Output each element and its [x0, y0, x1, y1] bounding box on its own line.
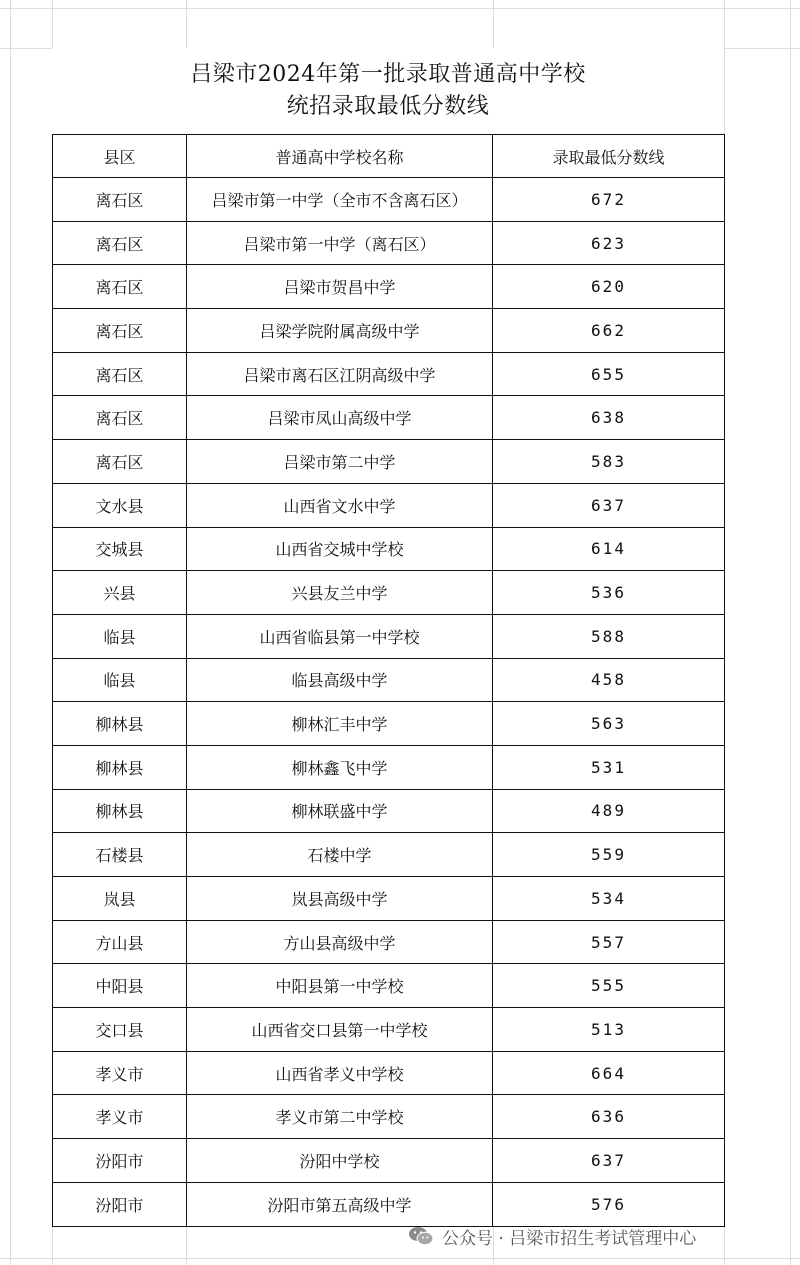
- cell-school-name: 吕梁市贺昌中学: [187, 265, 493, 309]
- cell-county: 离石区: [53, 352, 187, 396]
- table-row: [53, 221, 725, 265]
- cell-min-score: 637: [493, 1139, 725, 1183]
- cell-county: 柳林县: [53, 745, 187, 789]
- cell-min-score: 534: [493, 877, 725, 921]
- cell-county: 临县: [53, 658, 187, 702]
- cell-county: 离石区: [53, 221, 187, 265]
- cell-min-score: 636: [493, 1095, 725, 1139]
- score-table: [52, 134, 725, 1227]
- cell-school-name: 山西省孝义中学校: [187, 1051, 493, 1095]
- cell-county: 离石区: [53, 265, 187, 309]
- table-row: [53, 702, 725, 746]
- cell-county: 兴县: [53, 571, 187, 615]
- title-line-2: 统招录取最低分数线: [286, 94, 490, 119]
- table-row: [53, 483, 725, 527]
- table-header-row: [53, 135, 725, 178]
- cell-county: 汾阳市: [53, 1182, 187, 1226]
- table-row: [53, 964, 725, 1008]
- cell-school-name: 柳林鑫飞中学: [187, 745, 493, 789]
- cell-min-score: 563: [493, 702, 725, 746]
- table-row: [53, 920, 725, 964]
- cell-school-name: 汾阳市第五高级中学: [187, 1182, 493, 1226]
- wechat-icon: [408, 1226, 434, 1246]
- cell-county: 中阳县: [53, 964, 187, 1008]
- header-min-score: 录取最低分数线: [493, 135, 725, 178]
- cell-min-score: 513: [493, 1008, 725, 1052]
- cell-school-name: 兴县友兰中学: [187, 571, 493, 615]
- table-row: [53, 265, 725, 309]
- table-row: [53, 571, 725, 615]
- cell-school-name: 岚县高级中学: [187, 877, 493, 921]
- cell-school-name: 吕梁市离石区江阴高级中学: [187, 352, 493, 396]
- document-title: [52, 48, 724, 134]
- table-row: [53, 1095, 725, 1139]
- cell-min-score: 576: [493, 1182, 725, 1226]
- cell-school-name: 石楼中学: [187, 833, 493, 877]
- cell-school-name: 吕梁学院附属高级中学: [187, 309, 493, 353]
- cell-min-score: 620: [493, 265, 725, 309]
- cell-county: 石楼县: [53, 833, 187, 877]
- cell-school-name: 山西省文水中学: [187, 483, 493, 527]
- cell-min-score: 614: [493, 527, 725, 571]
- table-row: [53, 527, 725, 571]
- cell-school-name: 吕梁市第一中学（离石区）: [187, 221, 493, 265]
- cell-min-score: 623: [493, 221, 725, 265]
- cell-min-score: 555: [493, 964, 725, 1008]
- cell-min-score: 637: [493, 483, 725, 527]
- cell-min-score: 588: [493, 614, 725, 658]
- cell-county: 文水县: [53, 483, 187, 527]
- header-school-name: 普通高中学校名称: [187, 135, 493, 178]
- table-row: [53, 396, 725, 440]
- cell-county: 孝义市: [53, 1095, 187, 1139]
- table-row: [53, 833, 725, 877]
- table-row: [53, 309, 725, 353]
- table-row: [53, 440, 725, 484]
- cell-school-name: 中阳县第一中学校: [187, 964, 493, 1008]
- table-row: [53, 658, 725, 702]
- cell-min-score: 531: [493, 745, 725, 789]
- cell-school-name: 孝义市第二中学校: [187, 1095, 493, 1139]
- cell-min-score: 655: [493, 352, 725, 396]
- cell-min-score: 536: [493, 571, 725, 615]
- cell-school-name: 山西省交口县第一中学校: [187, 1008, 493, 1052]
- cell-min-score: 664: [493, 1051, 725, 1095]
- cell-county: 交口县: [53, 1008, 187, 1052]
- table-row: [53, 1139, 725, 1183]
- cell-min-score: 557: [493, 920, 725, 964]
- table-row: [53, 614, 725, 658]
- cell-min-score: 662: [493, 309, 725, 353]
- cell-county: 离石区: [53, 396, 187, 440]
- cell-school-name: 柳林汇丰中学: [187, 702, 493, 746]
- cell-min-score: 672: [493, 178, 725, 222]
- cell-county: 交城县: [53, 527, 187, 571]
- cell-county: 临县: [53, 614, 187, 658]
- table-row: [53, 1008, 725, 1052]
- header-county: 县区: [53, 135, 187, 178]
- cell-min-score: 489: [493, 789, 725, 833]
- cell-school-name: 方山县高级中学: [187, 920, 493, 964]
- table-row: [53, 877, 725, 921]
- watermark: [408, 1222, 696, 1250]
- cell-county: 离石区: [53, 440, 187, 484]
- table-row: [53, 352, 725, 396]
- cell-school-name: 吕梁市第二中学: [187, 440, 493, 484]
- cell-school-name: 山西省临县第一中学校: [187, 614, 493, 658]
- watermark-text: 公众号 · 吕梁市招生考试管理中心: [442, 1228, 697, 1249]
- cell-county: 柳林县: [53, 789, 187, 833]
- cell-min-score: 583: [493, 440, 725, 484]
- cell-min-score: 559: [493, 833, 725, 877]
- table-row: [53, 178, 725, 222]
- cell-school-name: 吕梁市凤山高级中学: [187, 396, 493, 440]
- cell-county: 孝义市: [53, 1051, 187, 1095]
- table-row: [53, 1051, 725, 1095]
- table-row: [53, 1182, 725, 1226]
- cell-county: 汾阳市: [53, 1139, 187, 1183]
- cell-county: 岚县: [53, 877, 187, 921]
- cell-county: 离石区: [53, 309, 187, 353]
- cell-min-score: 458: [493, 658, 725, 702]
- cell-school-name: 临县高级中学: [187, 658, 493, 702]
- cell-county: 柳林县: [53, 702, 187, 746]
- cell-min-score: 638: [493, 396, 725, 440]
- cell-school-name: 柳林联盛中学: [187, 789, 493, 833]
- table-row: [53, 745, 725, 789]
- cell-county: 离石区: [53, 178, 187, 222]
- cell-county: 方山县: [53, 920, 187, 964]
- cell-school-name: 汾阳中学校: [187, 1139, 493, 1183]
- table-row: [53, 789, 725, 833]
- cell-school-name: 山西省交城中学校: [187, 527, 493, 571]
- cell-school-name: 吕梁市第一中学（全市不含离石区）: [187, 178, 493, 222]
- title-line-1: 吕梁市2024年第一批录取普通高中学校: [190, 62, 586, 87]
